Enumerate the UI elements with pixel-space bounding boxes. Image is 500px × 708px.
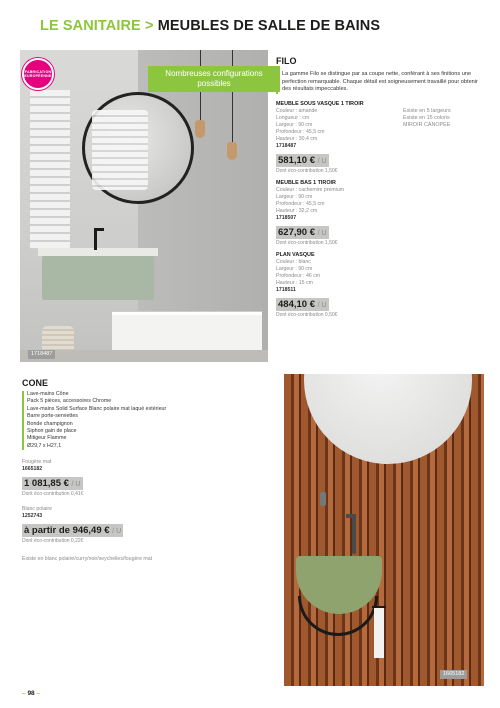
round-mirror [304,374,472,464]
filo-section [276,56,484,324]
page-dash: – [22,690,26,697]
pendant-lamp [195,120,205,138]
window-blind [30,90,70,250]
price-tag [22,477,83,490]
header-separator: > [144,18,154,34]
product-code: 1718511 [276,286,296,293]
cone-title: CONE [22,378,49,388]
pendant-cord [232,50,233,142]
cone-item: Pack 5 pièces, accessoires Chrome [27,398,112,405]
price-value: 1 081,85 € [24,478,69,490]
page-number-value: 98 [27,690,35,697]
product-block [276,252,484,318]
option-note: MIROIR CANOPEE [403,122,451,128]
cone-item: Mitigeur Flamme [27,435,67,442]
category-title: MEUBLES DE SALLE DE BAINS [157,18,381,34]
faucet-spout [346,514,356,518]
vanity-top [38,248,158,256]
cone-item: Ø29,7 x H27,1 [27,442,62,449]
price-tag [276,154,329,167]
price-unit: / U [317,157,327,165]
configurations-callout: Nombreuses configurations possibles [148,66,280,92]
cone-product-photo [284,374,484,686]
product-attr: Largeur : 90 cm [276,193,313,200]
filo-options [403,108,451,129]
cone-contents [22,391,262,450]
price-tag [276,298,329,311]
price-value: à partir de 946,49 € [24,525,110,537]
variant-label: Blanc polaire [22,506,52,513]
cone-item: Lave-mains Solid Surface Blanc polaire mat laqué extérieur [27,405,167,412]
mirror-reflection [92,110,148,190]
product-code: 1718507 [276,214,297,221]
price-tag [22,524,123,537]
faucet-spout [94,228,104,231]
product-attr: Profondeur : 45,5 cm [276,128,325,135]
product-attr: Hauteur : 15 cm [276,279,313,286]
color-availability-note: Existe en blanc polaire/curry/noir/seychelles/fougère mat [22,556,153,563]
page-dash: – [36,690,41,697]
cone-variant [22,506,262,544]
eco-contribution: Dont éco-contribution 1,50€ [276,167,338,174]
eco-contribution: Dont éco-contribution 0,41€ [22,491,84,498]
price-value: 627,90 € [278,226,315,238]
variant-label: Fougère mat [22,459,52,466]
section-title: LE SANITAIRE [40,18,141,34]
option-note: Existe en 5 largeurs [403,108,451,114]
price-unit: / U [71,481,81,489]
price-unit: / U [317,301,327,309]
floor [20,350,268,362]
price-unit: / U [112,528,122,536]
page-header [40,18,380,34]
option-note: Existe en 15 coloris [403,115,450,121]
photo-reference-tag: 1718487 [28,350,55,359]
eco-contribution: Dont éco-contribution 1,50€ [276,239,338,246]
product-attr: Couleur : blanc [276,258,311,265]
product-attr: Profondeur : 46 cm [276,272,321,279]
product-name: MEUBLE SOUS VASQUE 1 TIROIR [276,100,364,107]
made-in-europe-badge: FABRICATION EUROPÉENNE [22,58,54,90]
price-value: 581,10 € [278,154,315,166]
product-attr: Hauteur : 32,2 cm [276,207,318,214]
vanity-drawer-unit [42,256,154,300]
cone-item: Bonde champignon [27,420,73,427]
faucet [352,514,356,554]
product-code: 1718487 [276,142,297,149]
product-attr: Couleur : cachemire premium [276,186,345,193]
pendant-lamp [227,142,237,160]
page-number [22,690,40,697]
eco-contribution: Dont éco-contribution 0,50€ [276,311,338,318]
cone-item: Lave-mains Cône [27,391,69,397]
product-attr: Largeur : 90 cm [276,121,313,128]
cone-item: Barre porte-serviettes [27,413,78,420]
price-tag [276,226,329,239]
variant-code: 1252743 [22,513,43,520]
product-name: MEUBLE BAS 1 TIROIR [276,179,336,186]
wall-light [320,492,326,506]
product-name: PLAN VASQUE [276,251,315,258]
product-attr: Longueur : cm [276,114,310,121]
filo-intro: La gamme Filo se distingue par sa coupe nette, conférant à ses finitions une perfection remarquable. Chaque détail est soigneusement travaillé pour obtenir des résultats impeccables. [276,71,484,94]
product-attr: Couleur : amande [276,107,318,114]
price-unit: / U [317,229,327,237]
cone-variant [22,459,262,497]
product-block [276,180,484,246]
faucet [94,228,97,250]
product-attr: Hauteur : 30,4 cm [276,135,318,142]
filo-product-photo [20,50,268,362]
product-attr: Largeur : 90 cm [276,265,313,272]
cone-item: Siphon gain de place [27,428,77,435]
variant-code: 1665182 [22,466,43,473]
basin-support-ring [298,596,378,636]
photo-reference-tag: 1665182 [440,670,467,679]
price-value: 484,10 € [278,298,315,310]
product-attr: Profondeur : 45,5 cm [276,200,325,207]
eco-contribution: Dont éco-contribution 0,22€ [22,538,84,545]
towel [374,608,384,658]
product-block [276,101,484,174]
cone-section [22,378,262,562]
filo-title: FILO [276,56,297,66]
